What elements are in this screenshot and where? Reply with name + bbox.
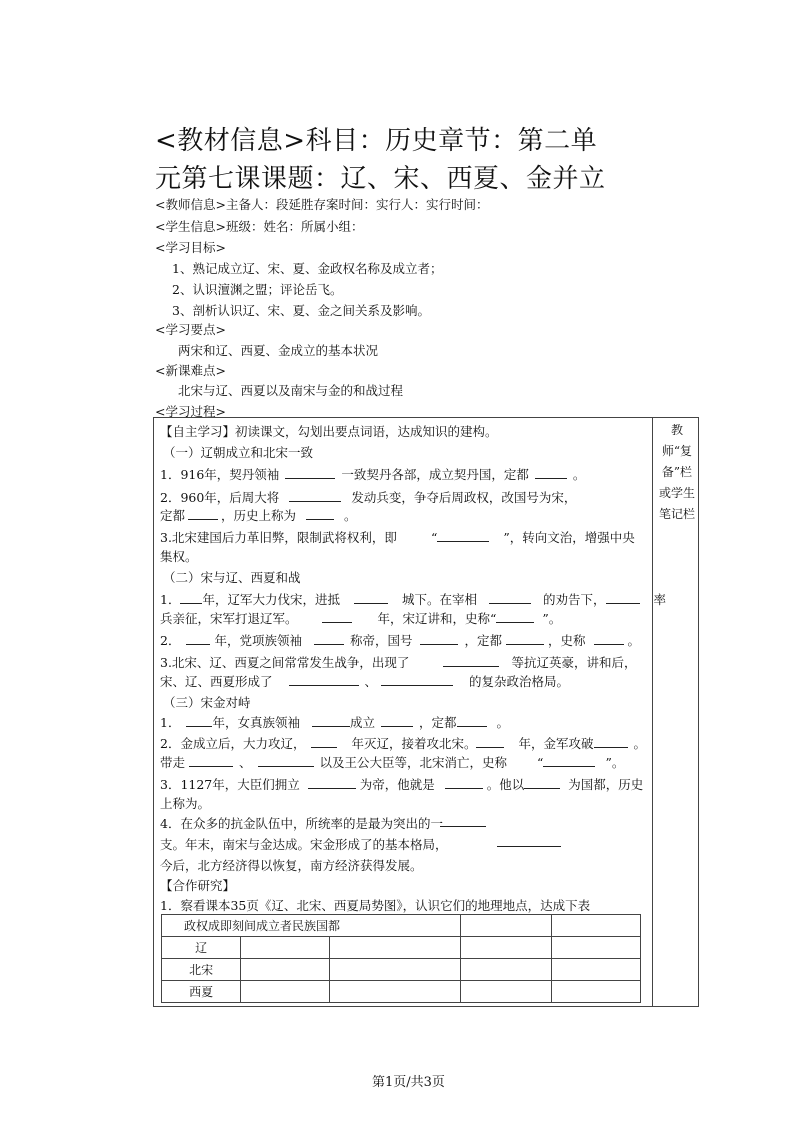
blank[interactable] <box>285 465 335 479</box>
section-3: （三）宋金对峙 <box>163 695 251 710</box>
page-footer: 第1页/共3页 <box>372 1075 445 1090</box>
difficulty-heading: <新课难点> <box>155 363 226 378</box>
text: 、 <box>239 755 252 770</box>
blank[interactable] <box>445 775 483 789</box>
goals-heading: <学习目标> <box>155 240 226 255</box>
line-17: 支。年末，南宋与金达成。宋金形成了的基本格局， <box>160 837 448 852</box>
teacher-info: <教师信息>主备人：段延胜存案时间：实行人：实行时间： <box>155 197 489 212</box>
text: 。 <box>627 633 641 648</box>
text: ”，转向文治，增强中央 <box>503 530 635 545</box>
text: 。 <box>572 467 586 482</box>
blank[interactable] <box>489 590 531 604</box>
text: ，史称 <box>548 633 586 648</box>
blank[interactable] <box>308 775 356 789</box>
blank[interactable] <box>381 713 413 727</box>
text: 为帝，他就是 <box>359 777 435 792</box>
text: 的复杂政治格局。 <box>469 674 570 689</box>
text: ，历史上称为 <box>221 508 297 523</box>
text: 年灭辽，接着攻北宋。 <box>351 736 477 751</box>
text: 宋、辽、西夏形成了 <box>160 674 273 689</box>
line-14 <box>160 775 643 793</box>
table-cell[interactable] <box>241 937 330 959</box>
line-16: 4．在众多的抗金队伍中，所统率的是最为突出的一 <box>160 816 443 831</box>
text: 为国都，历史 <box>568 777 644 792</box>
keypoints-heading: <学习要点> <box>155 322 226 337</box>
text: 3.北宋、辽、西夏之间常常发生战争，出现了 <box>160 655 410 670</box>
title-line-1: <教材信息>科目：历史章节：第二单 <box>155 126 598 156</box>
blank[interactable] <box>289 488 341 502</box>
line-6 <box>160 590 666 608</box>
blank[interactable] <box>543 753 595 767</box>
text: 。 <box>344 508 357 523</box>
line-18: 今后，北方经济得以恢复，南方经济获得发展。 <box>160 858 423 873</box>
blank[interactable] <box>606 590 640 604</box>
text: 1． <box>160 715 181 730</box>
blank[interactable] <box>186 713 212 727</box>
text: 等抗辽英豪，讲和后， <box>511 655 637 670</box>
text: 年，辽军大力伐宋，进抵 <box>202 592 340 607</box>
blank[interactable] <box>594 631 624 645</box>
blank[interactable] <box>258 753 314 767</box>
title-line-2: 元第七课课题：辽、宋、西夏、金并立 <box>155 164 606 194</box>
blank[interactable] <box>440 826 486 827</box>
blank[interactable] <box>457 713 487 727</box>
table-cell[interactable] <box>329 937 460 959</box>
text: ”。 <box>605 755 625 770</box>
text: ”。 <box>542 611 562 626</box>
text: 、 <box>364 674 378 689</box>
table-row-label: 北宋 <box>162 959 241 981</box>
blank[interactable] <box>506 631 544 645</box>
text: 3.北宋建国后力革旧弊，限制武将权利，即 <box>160 530 397 545</box>
blank[interactable] <box>496 609 534 623</box>
side-note-column: 教师“复备”栏或学生笔记栏 <box>658 423 695 521</box>
table-cell[interactable] <box>329 981 460 1003</box>
blank[interactable] <box>189 753 233 767</box>
text: 发动兵变，争夺后周政权，改国号为宋， <box>351 490 577 505</box>
text: 的劝告下， <box>542 592 606 607</box>
student-info: <学生信息>班级：姓名：所属小组： <box>155 219 364 234</box>
table-cell[interactable] <box>552 937 641 959</box>
table-header: 政权成即刻间成立者民族国都 <box>162 915 461 937</box>
blank[interactable] <box>186 631 210 645</box>
text: 定都 <box>160 508 186 523</box>
table-cell[interactable] <box>241 981 330 1003</box>
text: 年，党项族领袖 <box>214 633 302 648</box>
blank[interactable] <box>443 653 499 667</box>
table-cell[interactable] <box>241 959 330 981</box>
line-10 <box>160 672 569 690</box>
text: “ <box>430 530 438 545</box>
section-1: （一）辽朝成立和北宋一致 <box>163 445 314 460</box>
blank[interactable] <box>289 672 359 686</box>
text: 1． <box>160 592 181 607</box>
table-cell[interactable] <box>552 915 641 937</box>
line-12 <box>160 734 646 752</box>
table-cell[interactable] <box>460 959 551 981</box>
text: 1．916年，契丹领袖 <box>160 467 280 482</box>
blank[interactable] <box>381 672 453 686</box>
blank[interactable] <box>314 631 344 645</box>
text: 称帝，国号 <box>349 633 413 648</box>
line-2 <box>160 488 576 506</box>
text: 年，女真族领袖 <box>212 715 300 730</box>
text: 率 <box>653 592 667 607</box>
section-2: （二）宋与辽、西夏和战 <box>163 570 301 585</box>
self-study-heading: 【自主学习】初读课文，勾划出要点词语，达成知识的建构。 <box>160 424 498 439</box>
goal-item: 3、剖析认识辽、宋、夏、金之间关系及影响。 <box>172 303 430 318</box>
blank[interactable] <box>476 734 504 748</box>
keypoint: 两宋和辽、西夏、金成立的基本状况 <box>178 343 379 358</box>
line-8 <box>160 631 640 649</box>
blank[interactable] <box>322 609 352 623</box>
text: 3．1127年，大臣们拥立 <box>160 777 300 792</box>
line-7 <box>160 609 561 627</box>
table-cell[interactable] <box>329 959 460 981</box>
blank[interactable] <box>420 631 458 645</box>
text: 一致契丹各部，成立契丹国，定都 <box>341 467 529 482</box>
text: 。 <box>633 736 647 751</box>
frame-divider <box>652 417 653 1007</box>
regime-table <box>161 914 641 1003</box>
coop-task: 1．察看课本35页《辽、北宋、西夏局势图》，认识它们的地理地点，达成下表 <box>160 898 591 913</box>
text: ，定都 <box>418 715 457 730</box>
line-5: 集权。 <box>160 549 198 564</box>
table-cell[interactable] <box>460 937 551 959</box>
line-3 <box>160 506 357 524</box>
blank[interactable] <box>354 590 388 604</box>
text: 成立 <box>349 715 375 730</box>
line-15: 上称为。 <box>160 796 211 811</box>
line-11 <box>160 713 509 731</box>
blank[interactable] <box>524 775 560 789</box>
blank[interactable] <box>306 506 334 520</box>
table-cell[interactable] <box>552 981 641 1003</box>
line-9 <box>160 653 636 671</box>
text: 年，宋辽讲和，史称“ <box>377 611 497 626</box>
coop-heading: 【合作研究】 <box>160 878 236 893</box>
blank[interactable] <box>188 506 218 520</box>
text: 城下。在宰相 <box>401 592 477 607</box>
line-13 <box>160 753 624 771</box>
text: 2．金成立后，大力攻辽， <box>160 736 306 751</box>
goal-item: 1、熟记成立辽、宋、夏、金政权名称及成立者； <box>172 261 443 276</box>
line-1 <box>160 465 585 483</box>
blank[interactable] <box>535 465 567 479</box>
text: 。 <box>496 715 510 730</box>
blank[interactable] <box>437 528 489 542</box>
line-4 <box>160 528 635 546</box>
text: 兵亲征，宋军打退辽军。 <box>160 611 298 626</box>
table-cell[interactable] <box>552 959 641 981</box>
difficulty: 北宋与辽、西夏以及南宋与金的和战过程 <box>178 383 404 398</box>
table-cell[interactable] <box>460 915 551 937</box>
text: 以及王公大臣等，北宋消亡，史称 <box>319 755 508 770</box>
blank[interactable] <box>312 713 350 727</box>
process-heading: <学习过程> <box>155 404 226 419</box>
text: 带走 <box>160 755 186 770</box>
table-cell[interactable] <box>460 981 551 1003</box>
text: 。他以 <box>486 777 525 792</box>
text: “ <box>537 755 544 770</box>
blank[interactable] <box>311 734 337 748</box>
blank[interactable] <box>180 590 202 604</box>
table-row-label: 西夏 <box>162 981 241 1003</box>
blank[interactable] <box>594 734 628 748</box>
text: 年，金军攻破 <box>518 736 594 751</box>
blank[interactable] <box>497 846 561 847</box>
text: 2． <box>160 633 181 648</box>
text: 2．960年，后周大将 <box>160 490 280 505</box>
text: ，定都 <box>464 633 502 648</box>
table-row-label: 辽 <box>162 937 241 959</box>
goal-item: 2、认识澶渊之盟；评论岳飞。 <box>172 282 343 297</box>
